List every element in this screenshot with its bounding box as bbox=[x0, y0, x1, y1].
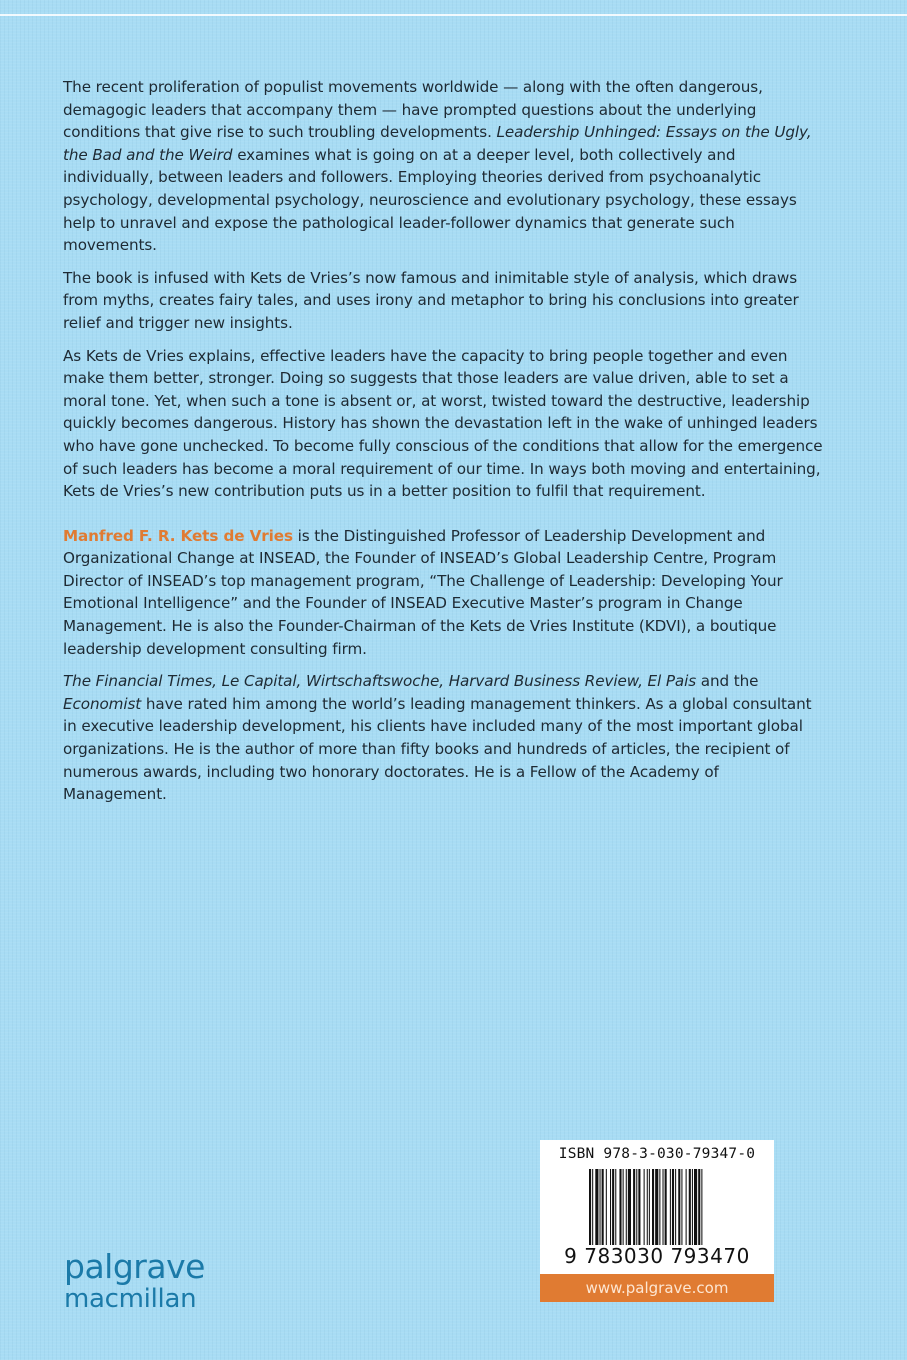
accolades-conjunction: and the bbox=[696, 672, 759, 691]
publisher-url: www.palgrave.com bbox=[540, 1274, 774, 1302]
blurb-paragraph-1 bbox=[63, 76, 823, 257]
isbn-barcode-block bbox=[540, 1140, 774, 1274]
book-title: Leadership Unhinged: Essays on the Ugly, the Bad and the Weird bbox=[63, 123, 812, 164]
blurb-paragraph-3: As Kets de Vries explains, effective leaders have the capacity to bring people together and even make them better, stronger. Doing so suggests that those leaders are value driven, able to set a moral tone. Yet, when such a tone is absent or, at worst, twisted toward the destructive, leadership quickly becomes dangerous. History has shown the devastation left in the wake of unhinged leaders who have gone unchecked. To become fully conscious of the conditions that allow for the emergence of such leaders has become a moral requirement of our time. In ways both moving and entertaining, Kets de Vries’s new contribution puts us in a better position to fulfil that requirement. bbox=[63, 346, 823, 501]
blurb-p1-text-2: examines what is going on at a deeper level, both collectively and individually, between leaders and followers. Employing theories derived from psychoanalytic psychology, developmental psychology, neuroscience and evolutionary psychology, these essays help to unravel and expose the pathological leader-follower dynamics that generate such movements. bbox=[63, 145, 797, 255]
author-bio-paragraph bbox=[63, 525, 823, 661]
publication-names: The Financial Times, Le Capital, Wirtschaftswoche, Harvard Business Review, El Pais bbox=[63, 672, 697, 691]
barcode-digits: 9 783030 793470 bbox=[564, 1244, 750, 1268]
accolades-text: have rated him among the world’s leading management thinkers. As a global consultant in executive leadership development, his clients have included many of the most important global organizations. He is the author of more than fifty books and hundreds of articles, the recipient of numerous awards, including two honorary doctorates. He is a Fellow of the Academy of Management. bbox=[63, 694, 812, 804]
author-bio-text: is the Distinguished Professor of Leadership Development and Organizational Change at INSEAD, the Founder of INSEAD’s Global Leadership Centre, Program Director of INSEAD’s top management program, “The Challenge of Leadership: Developing Your Emotional Intelligence” and the Founder of INSEAD Executive Master’s program in Change Management. He is also the Founder-Chairman of the Kets de Vries Institute (KDVI), a boutique leadership development consulting firm. bbox=[63, 526, 783, 658]
blurb-paragraph-2: The book is infused with Kets de Vries’s now famous and inimitable style of analysis, which draws from myths, creates fairy tales, and uses irony and metaphor to bring his conclusions into greater relief and trigger new insights. bbox=[63, 268, 799, 332]
logo-line-palgrave: palgrave bbox=[64, 1247, 205, 1286]
accolades-paragraph bbox=[63, 670, 823, 806]
top-rule bbox=[0, 14, 907, 16]
logo-line-macmillan: macmillan bbox=[64, 1284, 197, 1314]
barcode-icon bbox=[589, 1169, 725, 1245]
palgrave-macmillan-logo bbox=[64, 1247, 205, 1314]
publication-economist: Economist bbox=[63, 694, 142, 713]
back-cover-blurb bbox=[63, 76, 823, 816]
blurb-p1-text: The recent proliferation of populist movements worldwide — along with the often dangerous, demagogic leaders that accompany them — have prompted questions about the underlying conditions that give rise to such troubling developments. bbox=[63, 78, 763, 142]
author-name: Manfred F. R. Kets de Vries bbox=[63, 526, 293, 545]
isbn-label: ISBN 978-3-030-79347-0 bbox=[558, 1146, 756, 1162]
